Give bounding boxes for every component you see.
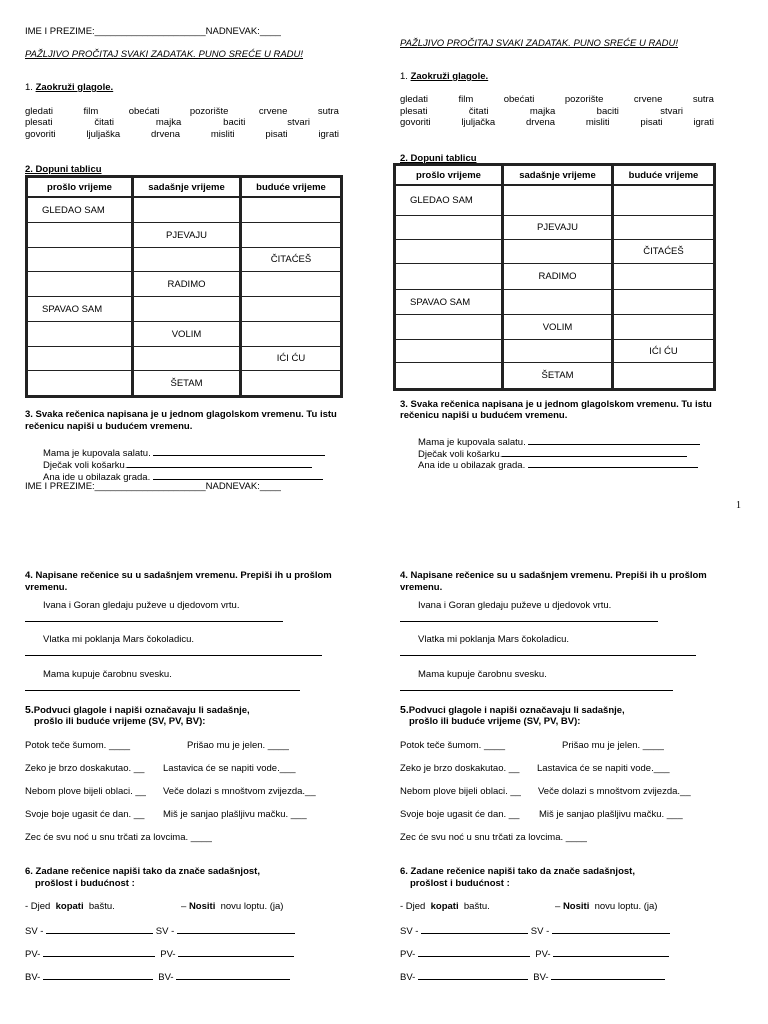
task3-sentence: Mama je kupovala salatu. — [418, 435, 700, 448]
table-cell[interactable] — [504, 340, 614, 363]
task2-title: 2. Dopuni tablicu — [25, 164, 102, 175]
task5-item: Nebom plove bijeli oblaci. __ — [25, 786, 146, 797]
header-present: sadašnje vrijeme — [134, 178, 242, 198]
task6-answer-row: SV - SV - — [400, 924, 670, 937]
table-cell[interactable] — [614, 363, 713, 388]
table-cell[interactable]: SPAVAO SAM — [28, 297, 134, 322]
task5-item: Nebom plove bijeli oblaci. __ — [400, 786, 521, 797]
task1-number: 1. — [400, 71, 408, 82]
task4-sentence: Ivana i Goran gledaju puževe u djedovom vrtu. — [43, 600, 240, 611]
name-date-line: IME I PREZIME:_____________________NADNEVAK:____ — [25, 26, 281, 37]
word[interactable]: drvena — [526, 117, 556, 128]
task1-title: Zaokruži glagole. — [35, 82, 114, 93]
task4-title-line2: vremenu. — [25, 582, 68, 593]
word-row-2 — [25, 117, 310, 128]
answer-line[interactable] — [552, 924, 670, 934]
table-cell[interactable]: RADIMO — [504, 264, 614, 290]
answer-line[interactable] — [46, 924, 153, 934]
task3-sentence: Mama je kupovala salatu. — [43, 446, 325, 459]
task2-title: 2. Dopuni tablicu — [400, 153, 477, 164]
task6-prompt-right: – Nositi novu loptu. (ja) — [555, 901, 658, 912]
task6-answer-row: SV - SV - — [25, 924, 295, 937]
table-cell[interactable]: RADIMO — [134, 272, 242, 297]
table-cell[interactable]: PJEVAJU — [504, 216, 614, 240]
word[interactable]: igrati — [318, 129, 339, 140]
task6-prompt-right: – Nositi novu loptu. (ja) — [181, 901, 284, 912]
answer-line[interactable] — [551, 970, 665, 980]
table-cell[interactable]: IĆI ĆU — [614, 340, 713, 363]
table-cell[interactable] — [396, 216, 504, 240]
task4-title-line1: 4. Napisane rečenice su u sadašnjem vremenu. Prepiši ih u prošlom — [400, 570, 707, 581]
word[interactable]: crvene — [633, 94, 663, 105]
word[interactable]: obećati — [128, 106, 160, 117]
word-row-1 — [400, 94, 714, 105]
task1-heading — [400, 71, 488, 82]
task6-title-line2: prošlost i budućnost : — [410, 878, 510, 889]
answer-line[interactable] — [421, 924, 528, 934]
word[interactable]: obećati — [503, 94, 535, 105]
header-past: prošlo vrijeme — [396, 166, 504, 186]
tense-table — [25, 175, 343, 398]
table-cell[interactable]: VOLIM — [134, 322, 242, 347]
task3-title-line1: 3. Svaka rečenica napisana je u jednom glagolskom vremenu. Tu istu — [400, 399, 712, 410]
task5-item: Veče dolazi s mnoštvom zvijezda.__ — [163, 786, 316, 797]
word[interactable]: majka — [529, 106, 556, 117]
task6-answer-row: PV- PV- — [400, 947, 669, 960]
table-cell[interactable] — [134, 297, 242, 322]
answer-line[interactable] — [418, 947, 530, 957]
table-cell[interactable] — [28, 248, 134, 272]
table-cell[interactable]: IĆI ĆU — [242, 347, 340, 371]
word[interactable]: pozorište — [564, 94, 604, 105]
task5-item: Prišao mu je jelen. ____ — [562, 740, 664, 751]
answer-line[interactable] — [43, 947, 155, 957]
table-cell[interactable] — [242, 272, 340, 297]
word[interactable]: film — [458, 94, 474, 105]
word-row-2 — [400, 106, 683, 117]
word[interactable]: čitati — [94, 117, 114, 128]
task5-title-line2: prošlo ili buduće vrijeme (SV, PV, BV): — [34, 716, 206, 727]
task5-item: Prišao mu je jelen. ____ — [187, 740, 289, 751]
name-date-line-repeat: IME I PREZIME:_____________________NADNEVAK:____ — [25, 481, 281, 492]
word[interactable]: misliti — [210, 129, 235, 140]
table-cell[interactable]: GLEDAO SAM — [396, 186, 504, 216]
table-cell[interactable] — [614, 216, 713, 240]
answer-line[interactable] — [177, 924, 295, 934]
task5-item: Svoje boje ugasit će dan. __ — [25, 809, 145, 820]
task5-item: Zeko je brzo doskakutao. __ — [25, 763, 145, 774]
task5-item: Lastavica će se napiti vode.___ — [537, 763, 670, 774]
word-row-1 — [25, 106, 339, 117]
word[interactable]: pisati — [640, 117, 663, 128]
answer-line[interactable] — [400, 681, 673, 691]
task4-sentence: Ivana i Goran gledaju puževe u djedovok vrtu. — [418, 600, 612, 611]
answer-line[interactable] — [553, 947, 669, 957]
task3-title-line2: rečenicu napiši u budućem vremenu. — [25, 421, 193, 432]
table-cell[interactable] — [134, 248, 242, 272]
table-cell[interactable]: VOLIM — [504, 315, 614, 340]
table-cell[interactable] — [504, 240, 614, 264]
task5-item: Miš je sanjao plašljivu mačku. ___ — [163, 809, 307, 820]
word[interactable]: sutra — [692, 94, 714, 105]
table-cell[interactable] — [242, 322, 340, 347]
answer-line[interactable] — [528, 458, 698, 468]
task4-title-line1: 4. Napisane rečenice su u sadašnjem vremenu. Prepiši ih u prošlom — [25, 570, 332, 581]
table-cell[interactable] — [396, 340, 504, 363]
task3-sentence: Ana ide u obilazak grada. — [418, 458, 698, 471]
table-cell[interactable] — [614, 290, 713, 315]
table-cell[interactable]: GLEDAO SAM — [28, 198, 134, 223]
word[interactable]: govoriti — [400, 117, 431, 128]
table-cell[interactable] — [396, 240, 504, 264]
header-present: sadašnje vrijeme — [504, 166, 614, 186]
word[interactable]: sutra — [317, 106, 339, 117]
task3-sentence: Dječak voli košarku. — [43, 458, 312, 471]
header-future: buduće vrijeme — [242, 178, 340, 198]
word[interactable]: plesati — [25, 117, 53, 128]
word[interactable]: crvene — [258, 106, 288, 117]
table-cell[interactable] — [242, 297, 340, 322]
table-cell[interactable] — [504, 186, 614, 216]
word[interactable]: gledati — [400, 94, 428, 105]
task5-title-line1: 5.Podvuci glagole i napiši označavaju li sadašnje, — [400, 704, 625, 716]
tense-table — [393, 163, 716, 391]
answer-line[interactable] — [400, 612, 658, 622]
task4-sentence: Mama kupuje čarobnu svesku. — [418, 669, 547, 680]
answer-line[interactable] — [528, 435, 700, 445]
word-row-3 — [25, 129, 339, 140]
answer-line[interactable] — [25, 681, 300, 691]
table-cell[interactable] — [28, 347, 134, 371]
task5-title-line2: prošlo ili buduće vrijeme (SV, PV, BV): — [409, 716, 581, 727]
table-cell[interactable]: ŠETAM — [504, 363, 614, 388]
answer-line[interactable] — [176, 970, 290, 980]
task5-item: Lastavica će se napiti vode.___ — [163, 763, 296, 774]
task4-sentence: Vlatka mi poklanja Mars čokoladicu. — [418, 634, 570, 645]
table-cell[interactable] — [614, 264, 713, 290]
answer-line[interactable] — [43, 970, 153, 980]
table-cell[interactable] — [396, 315, 504, 340]
word[interactable]: stvari — [287, 117, 310, 128]
word[interactable]: govoriti — [25, 129, 56, 140]
word[interactable]: plesati — [400, 106, 428, 117]
task1-title: Zaokruži glagole. — [410, 71, 489, 82]
answer-line[interactable] — [502, 447, 687, 457]
instruction-line: PAŽLJIVO PROČITAJ SVAKI ZADATAK. PUNO SREĆE U RADU! — [25, 49, 304, 60]
table-cell[interactable] — [28, 371, 134, 395]
table-cell[interactable] — [614, 315, 713, 340]
task3-sentence: Ana ide u obilazak grada. — [43, 470, 323, 483]
task4-sentence: Mama kupuje čarobnu svesku. — [43, 669, 172, 680]
table-cell[interactable] — [28, 223, 134, 248]
table-cell[interactable] — [28, 272, 134, 297]
table-cell[interactable]: SPAVAO SAM — [396, 290, 504, 315]
word-row-3 — [400, 117, 714, 128]
task5-title-line1: 5.Podvuci glagole i napiši označavaju li sadašnje, — [25, 704, 250, 716]
word[interactable]: čitati — [468, 106, 489, 117]
table-cell[interactable] — [28, 322, 134, 347]
answer-line[interactable] — [418, 970, 528, 980]
task6-answer-row: BV- BV- — [400, 970, 665, 983]
table-cell[interactable]: ČITAĆEŠ — [614, 240, 713, 264]
task5-item: Potok teče šumom. ____ — [400, 740, 506, 751]
header-future: buduće vrijeme — [614, 166, 713, 186]
task5-item: Zec će svu noć u snu trčati za lovcima. ____ — [400, 832, 587, 843]
word[interactable]: majka — [155, 117, 182, 128]
task6-answer-row: PV- PV- — [25, 947, 294, 960]
word[interactable]: ljuljačka — [461, 117, 496, 128]
task1-number: 1. — [25, 82, 33, 93]
task6-answer-row: BV- BV- — [25, 970, 290, 983]
table-cell[interactable] — [134, 347, 242, 371]
task6-title-line1: 6. Zadane rečenice napiši tako da znače sadašnjost, — [25, 866, 260, 877]
instruction-line: PAŽLJIVO PROČITAJ SVAKI ZADATAK. PUNO SREĆE U RADU! — [400, 38, 679, 49]
task5-item: Miš je sanjao plašljivu mačku. ___ — [539, 809, 683, 820]
table-cell[interactable] — [614, 186, 713, 216]
task5-item: Veče dolazi s mnoštvom zvijezda.__ — [538, 786, 691, 797]
task5-item: Potok teče šumom. ____ — [25, 740, 131, 751]
table-cell[interactable] — [396, 363, 504, 388]
table-cell[interactable] — [396, 264, 504, 290]
answer-line[interactable] — [25, 646, 322, 656]
word[interactable]: drvena — [151, 129, 181, 140]
task3-title-line1: 3. Svaka rečenica napisana je u jednom glagolskom vremenu. Tu istu — [25, 409, 337, 420]
word[interactable]: pisati — [265, 129, 288, 140]
task5-item: Zec će svu noć u snu trčati za lovcima. ____ — [25, 832, 212, 843]
word[interactable]: stvari — [660, 106, 683, 117]
table-cell[interactable]: ŠETAM — [134, 371, 242, 395]
word[interactable]: pozorište — [189, 106, 229, 117]
task6-title-line2: prošlost i budućnost : — [35, 878, 135, 889]
word[interactable]: baciti — [223, 117, 246, 128]
table-cell[interactable]: ČITAĆEŠ — [242, 248, 340, 272]
table-cell[interactable]: PJEVAJU — [134, 223, 242, 248]
word[interactable]: misliti — [585, 117, 610, 128]
table-cell[interactable] — [242, 223, 340, 248]
answer-line[interactable] — [127, 458, 312, 468]
task6-title-line1: 6. Zadane rečenice napiši tako da znače sadašnjost, — [400, 866, 635, 877]
word[interactable]: gledati — [25, 106, 53, 117]
word[interactable]: ljuljaška — [86, 129, 121, 140]
answer-line[interactable] — [400, 646, 696, 656]
task3-title-line2: rečenicu napiši u budućem vremenu. — [400, 410, 568, 421]
task6-prompt-left: - Djed kopati baštu. — [400, 901, 490, 912]
table-cell[interactable] — [134, 198, 242, 223]
task5-item: Svoje boje ugasit će dan. __ — [400, 809, 520, 820]
word[interactable]: igrati — [693, 117, 714, 128]
task5-item: Zeko je brzo doskakutao. __ — [400, 763, 520, 774]
task4-sentence: Vlatka mi poklanja Mars čokoladicu. — [43, 634, 195, 645]
page-number: 1 — [736, 500, 741, 511]
answer-line[interactable] — [153, 446, 325, 456]
table-cell[interactable] — [242, 371, 340, 395]
task4-title-line2: vremenu. — [400, 582, 443, 593]
header-past: prošlo vrijeme — [28, 178, 134, 198]
task6-prompt-left: - Djed kopati baštu. — [25, 901, 115, 912]
task3-sentence: Dječak voli košarku. — [418, 447, 687, 460]
table-cell[interactable] — [242, 198, 340, 223]
word[interactable]: baciti — [596, 106, 619, 117]
answer-line[interactable] — [153, 470, 323, 480]
table-cell[interactable] — [504, 290, 614, 315]
answer-line[interactable] — [25, 612, 283, 622]
word[interactable]: film — [83, 106, 99, 117]
task1-heading — [25, 82, 113, 93]
answer-line[interactable] — [178, 947, 294, 957]
